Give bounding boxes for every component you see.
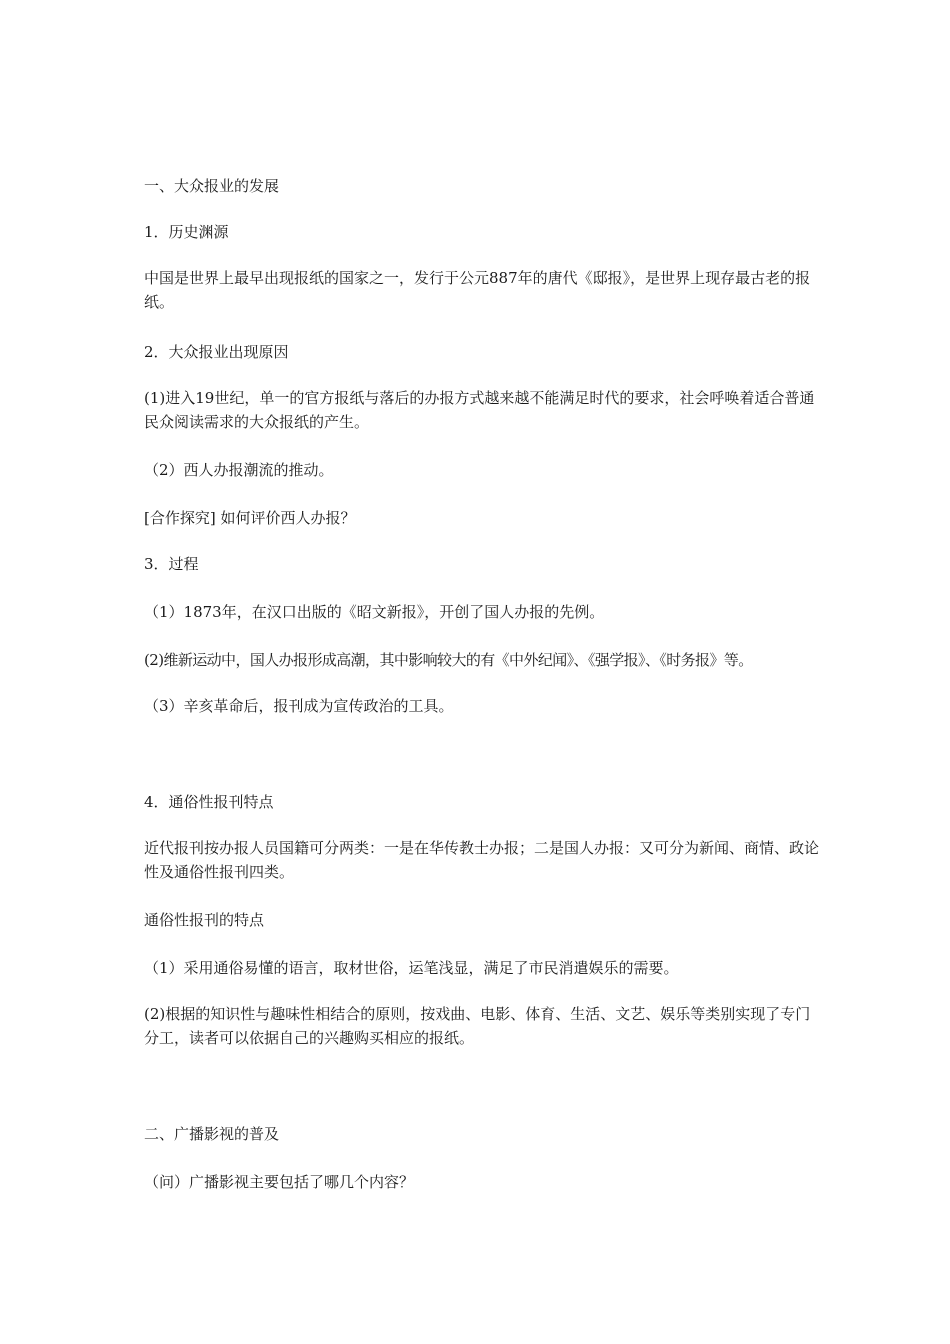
paragraph-process-1: （1）1873年，在汉口出版的《昭文新报》，开创了国人办报的先例。	[144, 603, 605, 621]
paragraph-process-2: (2)维新运动中，国人办报形成高潮，其中影响较大的有《中外纪闻》、《强学报》、《时务报》等。	[144, 651, 753, 669]
paragraph-feature-1: （1）采用通俗易懂的语言，取材世俗，运笔浅显，满足了市民消遣娱乐的需要。	[144, 959, 679, 977]
paragraph-question: （问）广播影视主要包括了哪几个内容？	[144, 1173, 415, 1191]
paragraph-feature-2: (2)根据的知识性与趣味性相结合的原则，按戏曲、电影、体育、生活、文艺、娱乐等类别实现了专门分工，读者可以依据自己的兴趣购买相应的报纸。	[144, 1005, 811, 1047]
paragraph-reason-1: (1)进入19世纪，单一的官方报纸与落后的办报方式越来越不能满足时代的要求，社会呼唤着适合普通民众阅读需求的大众报纸的产生。	[144, 389, 815, 431]
paragraph-process-3: （3）辛亥革命后，报刊成为宣传政治的工具。	[144, 697, 454, 715]
subheading-reasons: 2．大众报业出现原因	[144, 343, 289, 361]
subheading-process: 3．过程	[144, 555, 199, 573]
section-heading-1: 一、大众报业的发展	[144, 177, 280, 195]
paragraph-inquiry: [合作探究] 如何评价西人办报？	[144, 509, 356, 527]
paragraph-classification: 近代报刊按办报人员国籍可分两类：一是在华传教士办报；二是国人办报：又可分为新闻、商情、政论性及通俗性报刊四类。	[144, 839, 820, 881]
subheading-history: 1．历史渊源	[144, 223, 229, 241]
paragraph-features-title: 通俗性报刊的特点	[144, 911, 265, 929]
subheading-popular: 4．通俗性报刊特点	[144, 793, 274, 811]
paragraph-history: 中国是世界上最早出现报纸的国家之一，发行于公元887年的唐代《邸报》，是世界上现存最古老的报纸。	[144, 269, 811, 311]
section-heading-2: 二、广播影视的普及	[144, 1125, 280, 1143]
paragraph-reason-2: （2）西人办报潮流的推动。	[144, 461, 334, 479]
